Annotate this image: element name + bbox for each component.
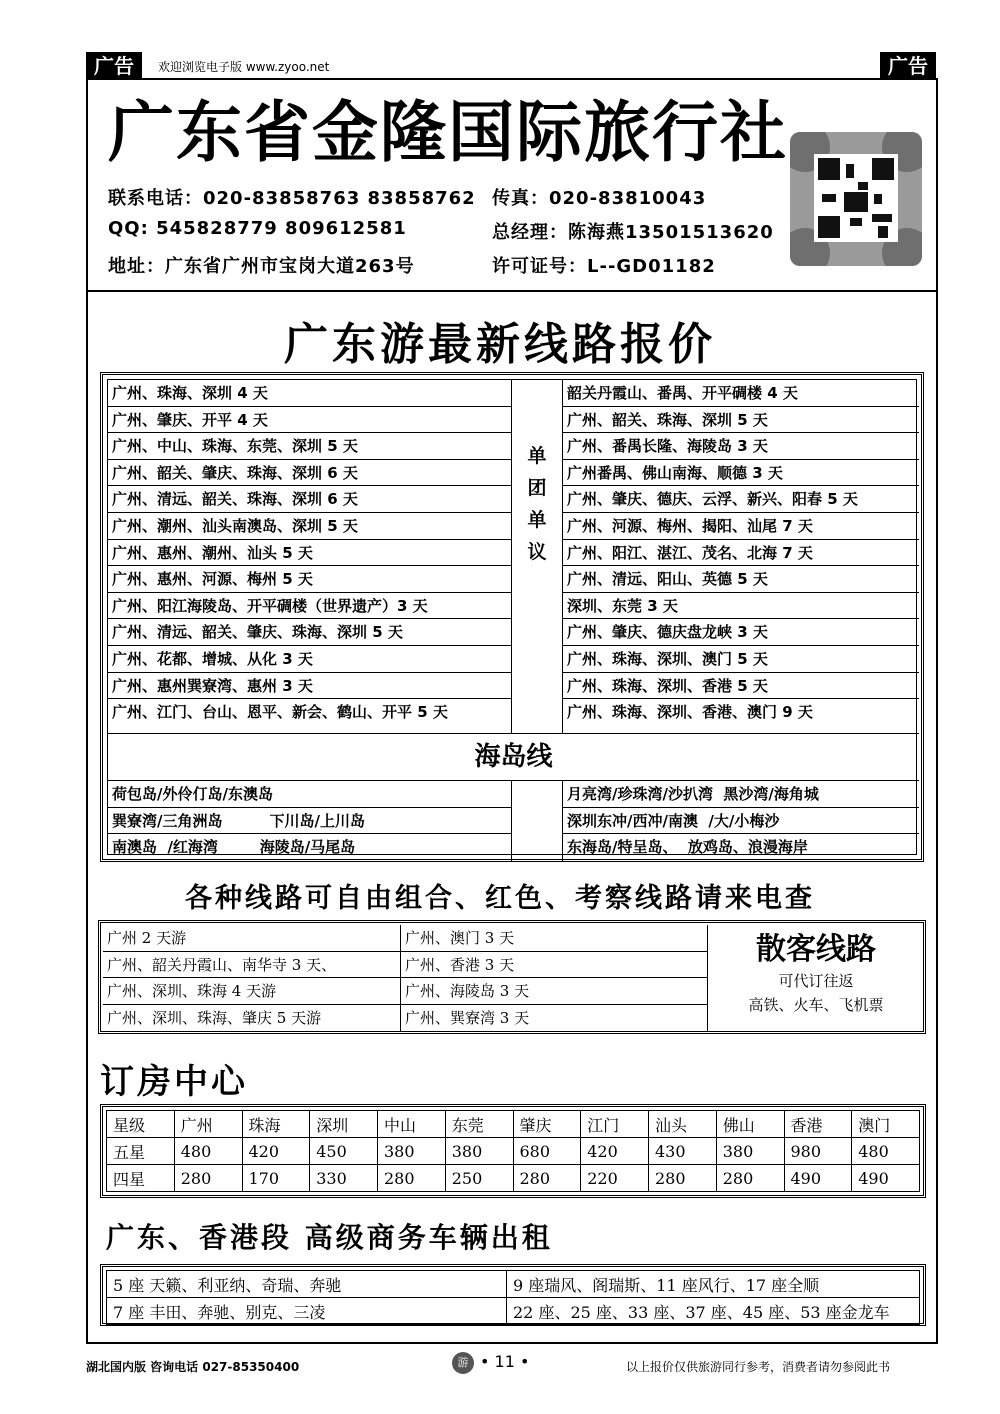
island-item: 巽寮湾/三角洲岛 下川岛/上川岛	[108, 808, 511, 835]
table-row	[103, 1005, 708, 1032]
price-cell: 380	[716, 1138, 784, 1165]
route-item: 广州、阳江海陵岛、开平碉楼（世界遗产）3 天	[108, 593, 511, 620]
route-item: 广州、肇庆、德庆盘龙峡 3 天	[563, 619, 919, 646]
header-cell: 中山	[378, 1111, 446, 1138]
hotel-section-title: 订房中心	[100, 1062, 248, 1102]
header-cell: 广州	[174, 1111, 242, 1138]
ad-tag-left: 广告	[86, 52, 142, 80]
table-header-row	[107, 1111, 920, 1138]
route-item: 广州、花都、增城、从化 3 天	[108, 646, 511, 673]
company-license: 许可证号：L--GD01182	[492, 256, 716, 277]
combo-note: 各种线路可自由组合、红色、考察线路请来电查	[185, 883, 815, 914]
price-cell: 五星	[107, 1138, 175, 1165]
price-cell: 280	[716, 1165, 784, 1192]
route-item: 广州、珠海、深圳、香港、澳门 9 天	[567, 703, 813, 722]
route-item: 广州、中山、珠海、东莞、深圳 5 天	[108, 433, 511, 460]
header-cell: 香港	[784, 1111, 852, 1138]
route-cell: 广州、澳门 3 天	[401, 925, 708, 951]
price-cell: 220	[581, 1165, 649, 1192]
table-row	[107, 1298, 920, 1325]
route-item: 广州、肇庆、德庆、云浮、新兴、阳春 5 天	[563, 486, 919, 513]
header-divider	[86, 290, 938, 292]
welcome-text: 欢迎浏览电子版 www.zyoo.net	[158, 60, 330, 74]
price-cell: 430	[649, 1138, 717, 1165]
route-item: 广州、韶关、珠海、深圳 5 天	[563, 407, 919, 434]
route-item: 广州、惠州巽寮湾、惠州 3 天	[108, 673, 511, 700]
price-cell: 490	[784, 1165, 852, 1192]
route-item: 广州、河源、梅州、揭阳、汕尾 7 天	[563, 513, 919, 540]
island-list-left	[108, 781, 511, 861]
table-row	[107, 1138, 920, 1165]
island-item: 荷包岛/外伶仃岛/东澳岛	[108, 781, 511, 808]
route-item: 广州、惠州、河源、梅州 5 天	[108, 566, 511, 593]
route-item: 广州、清远、韶关、肇庆、珠海、深圳 5 天	[108, 619, 511, 646]
car-rental-table	[100, 1264, 926, 1326]
car-cell: 9 座瑞风、阁瑞斯、11 座风行、17 座全顺	[507, 1271, 920, 1298]
route-list-right	[563, 380, 919, 726]
header-cell: 深圳	[310, 1111, 378, 1138]
table-row	[103, 978, 708, 1005]
car-rental-title: 广东、香港段 高级商务车辆出租	[106, 1221, 553, 1254]
island-item: 深圳东冲/西冲/南澳 /大/小梅沙	[563, 808, 919, 835]
qr-code-image	[790, 132, 922, 266]
individual-routes-side	[711, 923, 921, 1031]
header-cell: 汕头	[649, 1111, 717, 1138]
route-cell: 广州、香港 3 天	[401, 952, 708, 978]
price-cell: 280	[649, 1165, 717, 1192]
header-cell: 佛山	[716, 1111, 784, 1138]
island-item: 月亮湾/珍珠湾/沙扒湾 黑沙湾/海角城	[563, 781, 919, 808]
page-number: • 11 •	[480, 1352, 530, 1371]
route-item: 广州、潮州、汕头南澳岛、深圳 5 天	[108, 513, 511, 540]
price-cell: 420	[242, 1138, 310, 1165]
island-routes-title: 海岛线	[108, 733, 919, 781]
route-cell: 广州、深圳、珠海、肇庆 5 天游	[103, 1005, 401, 1032]
route-item: 广州、珠海、深圳、澳门 5 天	[563, 646, 919, 673]
header-cell: 澳门	[852, 1111, 920, 1138]
route-item: 广州、清远、韶关、珠海、深圳 6 天	[108, 486, 511, 513]
header-cell: 东莞	[445, 1111, 513, 1138]
hotel-price-table	[100, 1104, 926, 1198]
route-item: 广州、韶关、肇庆、珠海、深圳 6 天	[108, 460, 511, 487]
price-cell: 480	[174, 1138, 242, 1165]
page-mark-icon: 游	[452, 1352, 474, 1374]
price-cell: 680	[513, 1138, 581, 1165]
table-row	[107, 1271, 920, 1298]
route-item: 广州、番禺长隆、海陵岛 3 天	[563, 433, 919, 460]
ticket-types: 高铁、火车、飞机票	[748, 996, 884, 1014]
company-manager: 总经理：陈海燕13501513620	[492, 222, 774, 243]
route-item: 广州、惠州、潮州、汕头 5 天	[108, 540, 511, 567]
single-group-label	[512, 440, 562, 568]
company-name: 广东省金隆国际旅行社	[108, 93, 788, 171]
route-cell: 广州、深圳、珠海 4 天游	[103, 978, 401, 1004]
route-item: 韶关丹霞山、番禺、开平碉楼 4 天	[563, 380, 919, 407]
route-item: 广州、珠海、深圳、香港 5 天	[563, 673, 919, 700]
header-cell: 珠海	[242, 1111, 310, 1138]
footer-left: 湖北国内版 咨询电话 027-85350400	[86, 1360, 300, 1374]
route-item: 广州、清远、阳山、英德 5 天	[563, 566, 919, 593]
price-cell: 170	[242, 1165, 310, 1192]
routes-title: 广东游最新线路报价	[284, 319, 716, 370]
price-cell: 450	[310, 1138, 378, 1165]
island-item: 东海岛/特呈岛、 放鸡岛、浪漫海岸	[567, 838, 808, 857]
island-mid-column	[511, 781, 563, 861]
route-item: 深圳、东莞 3 天	[563, 593, 919, 620]
route-cell: 广州、海陵岛 3 天	[401, 978, 708, 1004]
route-cell: 广州、韶关丹霞山、南华寺 3 天、	[103, 952, 401, 978]
price-cell: 250	[445, 1165, 513, 1192]
company-address: 地址：广东省广州市宝岗大道263号	[108, 256, 415, 277]
car-cell: 5 座 天籁、利亚纳、奇瑞、奔驰	[107, 1271, 507, 1298]
table-row	[107, 1165, 920, 1192]
route-item: 广州番禺、佛山南海、顺德 3 天	[563, 460, 919, 487]
route-item: 广州、阳江、湛江、茂名、北海 7 天	[563, 540, 919, 567]
price-cell: 980	[784, 1138, 852, 1165]
car-cell: 22 座、25 座、33 座、37 座、45 座、53 座金龙车	[507, 1298, 920, 1325]
company-qq: QQ: 545828779 809612581	[108, 218, 407, 239]
car-cell: 7 座 丰田、奔驰、别克、三凌	[107, 1298, 507, 1325]
route-item: 广州、江门、台山、恩平、新会、鹤山、开平 5 天	[112, 703, 448, 722]
individual-routes-title: 散客线路	[756, 932, 876, 967]
route-list-left	[108, 380, 511, 726]
price-cell: 330	[310, 1165, 378, 1192]
table-row	[103, 925, 708, 952]
price-cell: 280	[513, 1165, 581, 1192]
route-price-table	[100, 372, 924, 862]
price-cell: 380	[445, 1138, 513, 1165]
route-item: 广州、肇庆、开平 4 天	[108, 407, 511, 434]
header-cell: 肇庆	[513, 1111, 581, 1138]
island-list-right	[563, 781, 919, 861]
individual-routes-table	[98, 920, 926, 1034]
footer-right: 以上报价仅供旅游同行参考，消费者请勿参阅此书	[626, 1360, 891, 1374]
route-cell: 广州 2 天游	[103, 925, 401, 951]
price-cell: 280	[174, 1165, 242, 1192]
ad-tag-right: 广告	[880, 52, 936, 80]
price-cell: 480	[852, 1138, 920, 1165]
single-group-text: 单团单议	[527, 445, 547, 563]
company-phone: 联系电话：020-83858763 83858762	[108, 188, 476, 209]
company-fax: 传真：020-83810043	[492, 188, 707, 209]
price-cell: 420	[581, 1138, 649, 1165]
island-item: 南澳岛 /红海湾 海陵岛/马尾岛	[112, 838, 356, 857]
price-cell: 490	[852, 1165, 920, 1192]
ticket-note: 可代订往返	[778, 972, 854, 990]
price-cell: 四星	[107, 1165, 175, 1192]
route-item: 广州、珠海、深圳 4 天	[108, 380, 511, 407]
price-cell: 280	[378, 1165, 446, 1192]
route-cell: 广州、巽寮湾 3 天	[401, 1005, 708, 1032]
price-cell: 380	[378, 1138, 446, 1165]
route-mid-column	[511, 380, 563, 733]
header-cell: 江门	[581, 1111, 649, 1138]
header-cell: 星级	[107, 1111, 175, 1138]
table-row	[103, 952, 708, 979]
